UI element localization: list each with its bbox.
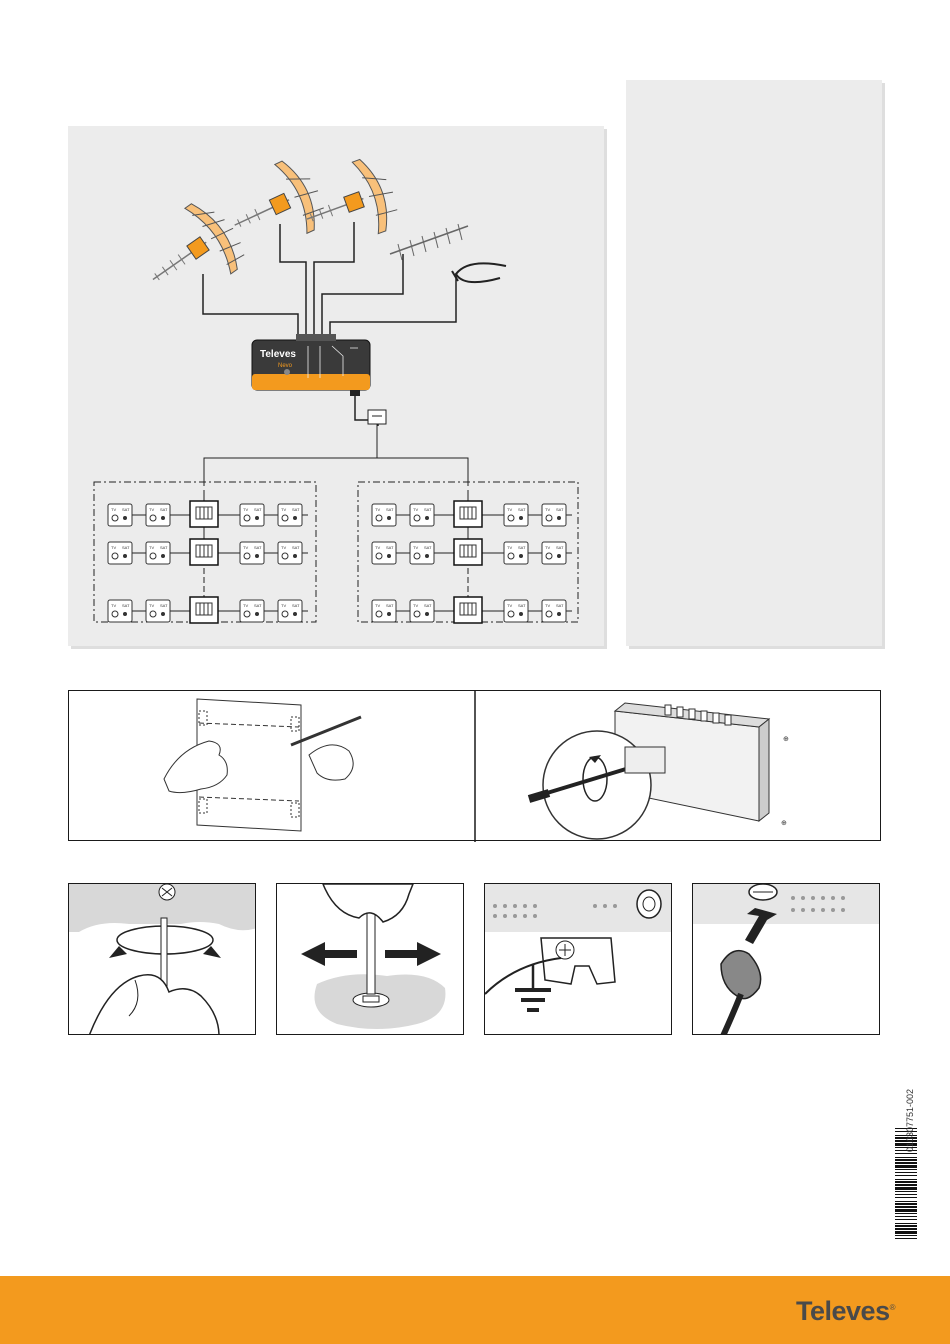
outlet-sat-label: SAT: [122, 545, 130, 550]
wall-outlet-icon: [146, 542, 170, 564]
outlet-sat-label: SAT: [292, 603, 300, 608]
arrow-left-icon: [301, 942, 357, 966]
mains-plug-icon: [721, 951, 761, 1035]
step-screw-panel: [68, 883, 256, 1035]
product-code: 010307751-002: [905, 1088, 915, 1152]
outlet-sat-label: SAT: [122, 603, 130, 608]
svg-text:⊕: ⊕: [781, 820, 787, 827]
outlet-sat-label: SAT: [160, 507, 168, 512]
wall-outlet-icon: [240, 600, 264, 622]
wall-outlet-icon: [278, 542, 302, 564]
screw-icon: [159, 884, 175, 900]
antenna-cables: [203, 222, 456, 334]
power-socket-icon: [749, 884, 777, 900]
wall-outlet-icon: [504, 542, 528, 564]
outlet-sat-label: SAT: [518, 507, 526, 512]
outlet-tv-label: TV: [545, 507, 551, 512]
mounting-panel: [68, 690, 881, 841]
step-ground-panel: [484, 883, 672, 1035]
wall-outlet-icon: [410, 600, 434, 622]
screw-icon: [556, 941, 574, 959]
installation-diagram: [68, 126, 604, 646]
outlet-tv-label: TV: [413, 545, 419, 550]
outlet-tv-label: TV: [413, 603, 419, 608]
outlet-tv-label: TV: [545, 545, 551, 550]
hole-icon: [353, 993, 389, 1007]
uhf-antenna-icon: [130, 192, 254, 312]
wall-outlet-icon: [146, 504, 170, 526]
wall-outlet-icon: [108, 542, 132, 564]
brand-name: Televes: [796, 1296, 890, 1326]
wall-outlet-icon: [542, 504, 566, 526]
outlet-tv-label: TV: [545, 603, 551, 608]
zoom-detail: [529, 731, 665, 839]
outlet-sat-label: SAT: [122, 507, 130, 512]
wall-outlet-icon: [542, 542, 566, 564]
wall-outlet-icon: [504, 504, 528, 526]
wall-outlet-icon: [108, 504, 132, 526]
arrow-right-icon: [385, 942, 441, 966]
outlet-tv-label: TV: [375, 545, 381, 550]
amplifier-model-label: Nevo: [278, 363, 293, 369]
screwdriver-icon: [367, 910, 375, 994]
outlet-sat-label: SAT: [424, 507, 432, 512]
installation-schematic: [68, 126, 604, 646]
notes-panel: [626, 80, 882, 646]
outlet-tv-label: TV: [507, 507, 513, 512]
wall-outlet-icon: [240, 504, 264, 526]
outlet-tv-label: TV: [507, 603, 513, 608]
yagi-antenna-icon: [390, 224, 468, 260]
outlet-tv-label: TV: [111, 603, 117, 608]
outlet-sat-label: SAT: [556, 545, 564, 550]
fm-loop-antenna-icon: [452, 263, 506, 282]
outlet-sat-label: SAT: [292, 545, 300, 550]
outlet-sat-label: SAT: [254, 545, 262, 550]
outlet-tv-label: TV: [281, 545, 287, 550]
screwdriver-icon: [161, 918, 167, 988]
outlet-tv-label: TV: [243, 545, 249, 550]
wall-outlet-icon: [542, 600, 566, 622]
arrow-up-icon: [745, 908, 777, 944]
wall-outlet-icon: [410, 504, 434, 526]
outlet-sat-label: SAT: [160, 603, 168, 608]
outlet-sat-label: SAT: [518, 603, 526, 608]
svg-text:⊕: ⊕: [783, 736, 789, 743]
wall-outlet-icon: [146, 600, 170, 622]
outlet-sat-label: SAT: [386, 545, 394, 550]
outlet-tv-label: TV: [149, 603, 155, 608]
outlet-sat-label: SAT: [556, 507, 564, 512]
tap-icon: [190, 539, 218, 565]
outlet-sat-label: SAT: [518, 545, 526, 550]
outlet-sat-label: SAT: [292, 507, 300, 512]
wall-outlet-icon: [504, 600, 528, 622]
outlet-sat-label: SAT: [424, 545, 432, 550]
outlet-sat-label: SAT: [556, 603, 564, 608]
hand-icon: [89, 975, 219, 1035]
amplifier-icon: [252, 334, 370, 396]
outlet-tv-label: TV: [149, 507, 155, 512]
brand-logo: [796, 1296, 895, 1327]
outlet-tv-label: TV: [507, 545, 513, 550]
wall-outlet-icon: [240, 542, 264, 564]
outlet-tv-label: TV: [111, 507, 117, 512]
outlet-tv-label: TV: [281, 603, 287, 608]
outlet-tv-label: TV: [413, 507, 419, 512]
brand-trademark: ®: [889, 1303, 895, 1312]
outlet-sat-label: SAT: [254, 507, 262, 512]
wall-outlet-icon: [372, 542, 396, 564]
wall-outlet-icon: [372, 504, 396, 526]
tap-icon: [454, 501, 482, 527]
outlet-tv-label: TV: [375, 507, 381, 512]
tap-icon: [454, 539, 482, 565]
outlet-sat-label: SAT: [386, 603, 394, 608]
outlet-tv-label: TV: [243, 603, 249, 608]
wall-outlet-icon: [278, 600, 302, 622]
wall-outlet-icon: [108, 600, 132, 622]
outlet-tv-label: TV: [281, 507, 287, 512]
tap-icon: [190, 597, 218, 623]
outlet-tv-label: TV: [375, 603, 381, 608]
outlet-sat-label: SAT: [386, 507, 394, 512]
wall-outlet-icon: [372, 600, 396, 622]
uhf-antenna-icon: [219, 153, 333, 260]
outlet-sat-label: SAT: [424, 603, 432, 608]
step-push-panel: [276, 883, 464, 1035]
outlet-tv-label: TV: [149, 545, 155, 550]
tap-icon: [190, 501, 218, 527]
outlet-sat-label: SAT: [160, 545, 168, 550]
step-plug-panel: [692, 883, 880, 1035]
amplifier-brand-label: Televes: [260, 349, 296, 360]
tap-icon: [454, 597, 482, 623]
wall-outlet-icon: [410, 542, 434, 564]
outlet-tv-label: TV: [243, 507, 249, 512]
outlet-sat-label: SAT: [254, 603, 262, 608]
outlet-tv-label: TV: [111, 545, 117, 550]
wall-outlet-icon: [278, 504, 302, 526]
splitter-icon: [368, 410, 386, 424]
coax-connector-icon: [637, 890, 661, 918]
